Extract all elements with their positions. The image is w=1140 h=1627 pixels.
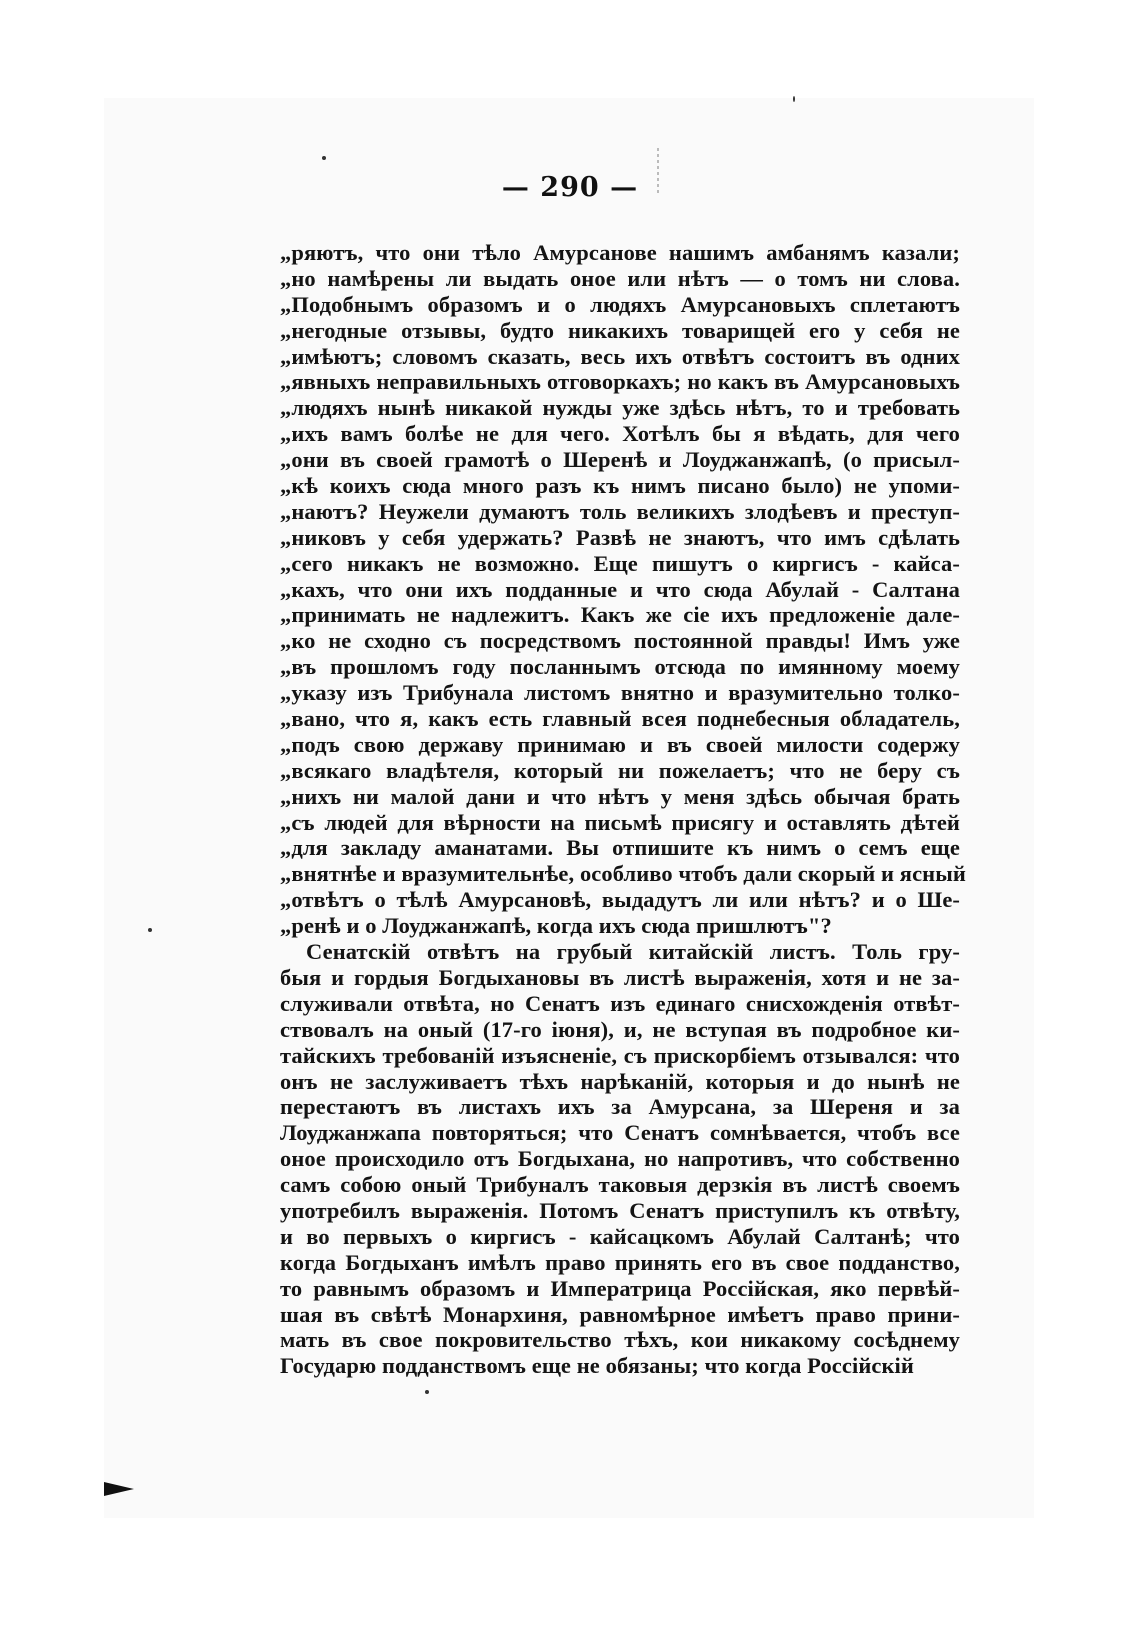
text-line: ствовалъ на оный (17-го іюня), и, не вступая въ подробное ки- bbox=[280, 1016, 960, 1042]
text-line: „для закладу аманатами. Вы отпишите къ нимъ о семъ еще bbox=[280, 835, 960, 861]
text-line: „Подобнымъ образомъ и о людяхъ Амурсановыхъ сплетаютъ bbox=[280, 291, 960, 317]
text-line: „внятнѣе и вразумительнѣе, особливо чтобъ дали скорый и ясный bbox=[280, 861, 966, 887]
text-line: „отвѣтъ о тѣлѣ Амурсановѣ, выдадутъ ли или нѣтъ? и о Ше- bbox=[280, 887, 960, 913]
text-line: онъ не заслуживаетъ тѣхъ нарѣканій, которыя и до нынѣ не bbox=[280, 1068, 960, 1094]
text-line: „подъ свою державу принимаю и въ своей милости содержу bbox=[280, 731, 960, 757]
text-line: „никовъ у себя удержать? Развѣ не знаютъ, что имъ сдѣлать bbox=[280, 524, 960, 550]
text-line: „всякаго владѣтеля, который ни пожелаетъ; что не беру съ bbox=[280, 757, 960, 783]
text-line: тайскихъ требованій изъясненіе, съ прискорбіемъ отзывался: что bbox=[280, 1042, 960, 1068]
text-line: перестаютъ въ листахъ ихъ за Амурсана, за Шереня и за bbox=[280, 1094, 960, 1120]
text-line: Государю подданствомъ еще не обязаны; что когда Россійскій bbox=[280, 1353, 914, 1379]
text-line: „сего никакъ не возможно. Еще пишутъ о киргисъ - кайса- bbox=[280, 550, 960, 576]
text-line: „вано, что я, какъ есть главный всея поднебесныя обладатель, bbox=[280, 706, 960, 732]
margin-marker-icon bbox=[104, 1482, 134, 1496]
text-line: употребилъ выраженія. Потомъ Сенатъ приступилъ къ отвѣту, bbox=[280, 1197, 960, 1223]
text-line: служивали отвѣта, но Сенатъ изъ единаго снисхожденія отвѣт- bbox=[280, 990, 960, 1016]
text-line: самъ собою оный Трибуналъ таковыя дерзкія въ листѣ своемъ bbox=[280, 1172, 960, 1198]
section-heading-line: Сенатскій отвѣтъ на грубый китайскій листъ. Толь гру- bbox=[306, 939, 960, 965]
text-line: „ренѣ и о Лоуджанжапѣ, когда ихъ сюда пришлютъ"? bbox=[280, 913, 832, 939]
text-line: „съ людей для вѣрности на письмѣ присягу и оставлять дѣтей bbox=[280, 809, 960, 835]
text-line: „принимать не надлежитъ. Какъ же сіе ихъ предложеніе дале- bbox=[280, 602, 960, 628]
text-line: „нихъ ни малой дани и что нѣтъ у меня здѣсь обычая брать bbox=[280, 783, 960, 809]
text-line: шая въ свѣтѣ Монархиня, равномѣрное имѣетъ право прини- bbox=[280, 1301, 960, 1327]
text-line: быя и гордыя Богдыхановы въ листѣ выраженія, хотя и не за- bbox=[280, 964, 960, 990]
text-line: „имѣютъ; словомъ сказать, весь ихъ отвѣтъ состоитъ въ одних bbox=[280, 343, 960, 369]
text-line: оное происходило отъ Богдыхана, но напротивъ, что собственно bbox=[280, 1146, 960, 1172]
text-line: то равнымъ образомъ и Императрица Россійская, яко первѣй- bbox=[280, 1275, 960, 1301]
text-line: „негодные отзывы, будто никакихъ товарищей его у себя не bbox=[280, 317, 960, 343]
page-number: — 290 — bbox=[501, 172, 639, 203]
text-line: когда Богдыханъ имѣлъ право принять его въ свое подданство, bbox=[280, 1249, 960, 1275]
text-line: мать въ свое покровительство тѣхъ, кои никакому сосѣднему bbox=[280, 1327, 960, 1353]
text-line: „ряютъ, что они тѣло Амурсанове нашимъ амбанямъ казали; bbox=[280, 240, 960, 265]
text-line: Лоуджанжапа повторяться; что Сенатъ сомнѣвается, чтобъ все bbox=[280, 1120, 960, 1146]
text-line: „явныхъ неправильныхъ отговоркахъ; но какъ въ Амурсановыхъ bbox=[280, 369, 960, 395]
text-line: „но намѣрены ли выдать оное или нѣтъ — о томъ ни слова. bbox=[280, 265, 960, 291]
text-line: „они въ своей грамотѣ о Шеренѣ и Лоуджанжапѣ, (о присыл- bbox=[280, 447, 960, 473]
text-line: „указу изъ Трибунала листомъ внятно и вразумительно толко- bbox=[280, 680, 960, 706]
text-line: „кахъ, что они ихъ подданные и что сюда Абулай - Салтана bbox=[280, 576, 960, 602]
text-line: и во первыхъ о киргисъ - кайсацкомъ Абулай Салтанѣ; что bbox=[280, 1223, 960, 1249]
text-line: „ихъ вамъ болѣе не для чего. Хотѣлъ бы я вѣдать, для чего bbox=[280, 421, 960, 447]
ink-speck bbox=[425, 1390, 429, 1394]
ink-speck bbox=[322, 156, 326, 160]
ink-speck bbox=[793, 96, 795, 102]
ink-speck bbox=[148, 928, 152, 932]
text-line: „кѣ коихъ сюда много разъ къ нимъ писано было) не упоми- bbox=[280, 473, 960, 499]
text-line: „наютъ? Неужели думаютъ толь великихъ злодѣевъ и преступ- bbox=[280, 498, 960, 524]
text-line: „ко не сходно съ посредствомъ постоянной правды! Имъ уже bbox=[280, 628, 960, 654]
text-line: „людяхъ нынѣ никакой нужды уже здѣсь нѣтъ, то и требовать bbox=[280, 395, 960, 421]
body-text bbox=[280, 240, 966, 1379]
text-line: „въ прошломъ году посланнымъ отсюда по имянному моему bbox=[280, 654, 960, 680]
